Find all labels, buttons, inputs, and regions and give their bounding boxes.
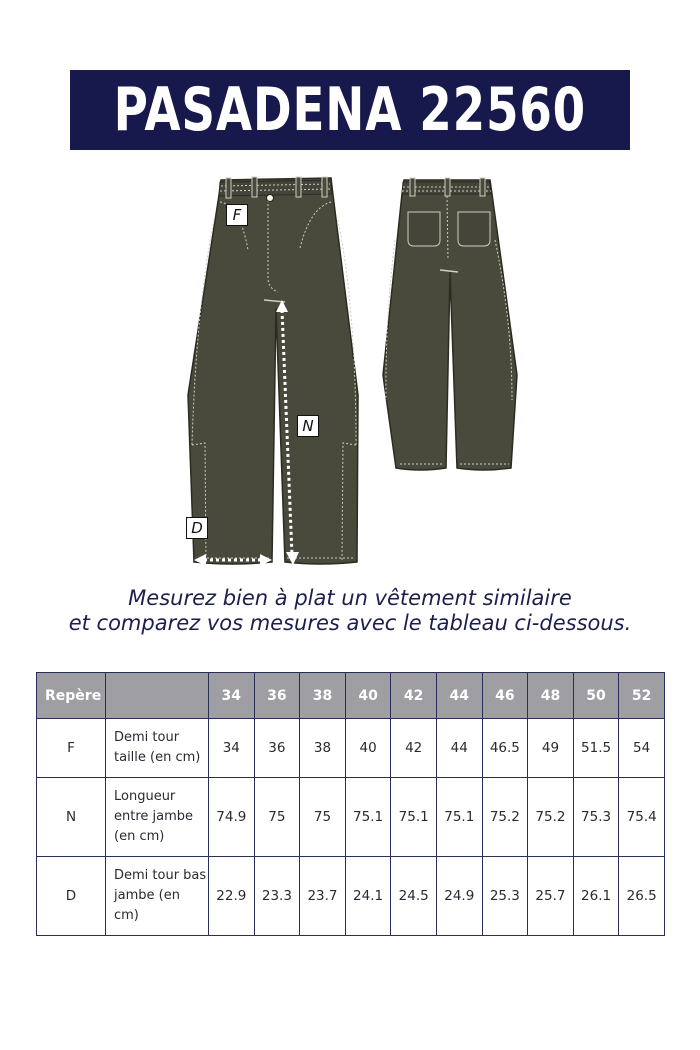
cell-value: 75.4 bbox=[619, 778, 665, 857]
instructions-line-2: et comparez vos mesures avec le tableau ci-dessous. bbox=[68, 611, 632, 635]
table-row bbox=[37, 778, 665, 857]
marker-inseam: N bbox=[297, 415, 319, 437]
row-ref: D bbox=[37, 857, 106, 936]
row-label: Longueur entre jambe (en cm) bbox=[106, 778, 209, 857]
cell-value: 75 bbox=[254, 778, 300, 857]
cell-value: 24.5 bbox=[391, 857, 437, 936]
cell-value: 46.5 bbox=[482, 719, 528, 778]
pants-drawing bbox=[0, 160, 700, 580]
cell-value: 38 bbox=[300, 719, 346, 778]
cell-value: 75.1 bbox=[345, 778, 391, 857]
cell-value: 75.2 bbox=[528, 778, 574, 857]
cell-value: 54 bbox=[619, 719, 665, 778]
header-size: 40 bbox=[345, 673, 391, 719]
cell-value: 25.3 bbox=[482, 857, 528, 936]
title-banner bbox=[70, 70, 630, 150]
header-size: 42 bbox=[391, 673, 437, 719]
cell-value: 75.2 bbox=[482, 778, 528, 857]
header-size: 38 bbox=[300, 673, 346, 719]
header-size: 36 bbox=[254, 673, 300, 719]
table-header-row bbox=[37, 673, 665, 719]
header-ref: Repère bbox=[37, 673, 106, 719]
cell-value: 26.5 bbox=[619, 857, 665, 936]
row-ref: N bbox=[37, 778, 106, 857]
table-row bbox=[37, 719, 665, 778]
row-label: Demi tour bas jambe (en cm) bbox=[106, 857, 209, 936]
pants-front-view bbox=[188, 177, 358, 566]
marker-waist: F bbox=[226, 204, 248, 226]
header-size: 52 bbox=[619, 673, 665, 719]
header-label bbox=[106, 673, 209, 719]
cell-value: 23.7 bbox=[300, 857, 346, 936]
pants-back-view bbox=[383, 178, 517, 470]
product-title: PASADENA 22560 bbox=[113, 75, 587, 145]
cell-value: 40 bbox=[345, 719, 391, 778]
cell-value: 75.1 bbox=[436, 778, 482, 857]
garment-illustration bbox=[0, 160, 700, 580]
cell-value: 75.1 bbox=[391, 778, 437, 857]
instructions-line-1: Mesurez bien à plat un vêtement similaire bbox=[128, 586, 572, 610]
cell-value: 75.3 bbox=[573, 778, 619, 857]
cell-value: 25.7 bbox=[528, 857, 574, 936]
cell-value: 75 bbox=[300, 778, 346, 857]
cell-value: 51.5 bbox=[573, 719, 619, 778]
cell-value: 49 bbox=[528, 719, 574, 778]
marker-hem: D bbox=[186, 517, 208, 539]
header-size: 44 bbox=[436, 673, 482, 719]
cell-value: 74.9 bbox=[209, 778, 255, 857]
row-label: Demi tour taille (en cm) bbox=[106, 719, 209, 778]
cell-value: 24.1 bbox=[345, 857, 391, 936]
measuring-instructions bbox=[0, 586, 700, 636]
table-row bbox=[37, 857, 665, 936]
size-chart-table bbox=[36, 672, 665, 936]
row-ref: F bbox=[37, 719, 106, 778]
header-size: 34 bbox=[209, 673, 255, 719]
header-size: 48 bbox=[528, 673, 574, 719]
cell-value: 26.1 bbox=[573, 857, 619, 936]
cell-value: 36 bbox=[254, 719, 300, 778]
cell-value: 22.9 bbox=[209, 857, 255, 936]
cell-value: 44 bbox=[436, 719, 482, 778]
header-size: 50 bbox=[573, 673, 619, 719]
cell-value: 23.3 bbox=[254, 857, 300, 936]
cell-value: 24.9 bbox=[436, 857, 482, 936]
cell-value: 42 bbox=[391, 719, 437, 778]
header-size: 46 bbox=[482, 673, 528, 719]
cell-value: 34 bbox=[209, 719, 255, 778]
